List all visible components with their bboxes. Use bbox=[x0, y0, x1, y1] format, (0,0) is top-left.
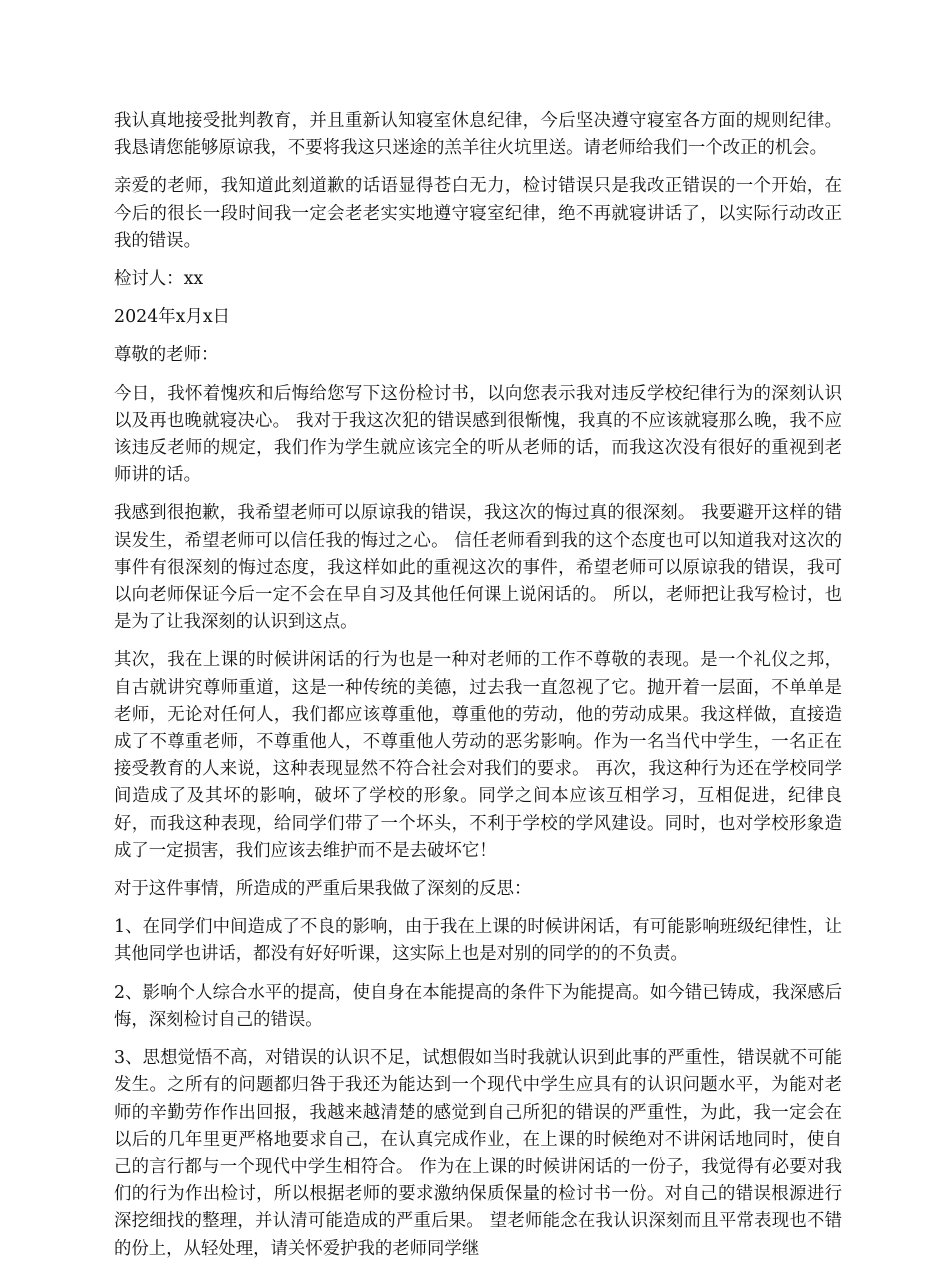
signature-line: 检讨人：xx bbox=[114, 269, 204, 290]
paragraph-apology-promise: 亲爱的老师，我知道此刻道歉的话语显得苍白无力，检讨错误只是我改正错误的一个开始，在今后的很长一段时间我一定会老老实实地遵守寝室纪律，绝不再就寝讲话了，以实际行动改正我的错误。 bbox=[114, 176, 842, 251]
list-item-2: 2、影响个人综合水平的提高，使自身在本能提高的条件下为能提高。如今错已铸成，我深感后悔，深刻检讨自己的错误。 bbox=[114, 982, 842, 1030]
paragraph-respect: 其次，我在上课的时候讲闲话的行为也是一种对老师的工作不尊敬的表现。是一个礼仪之邦，自古就讲究尊师重道，这是一种传统的美德，过去我一直忽视了它。抛开着一层面，不单单是老师，无论对任何人，我们都应该尊重他，尊重他的劳动，他的劳动成果。我这样做，直接造成了不尊重老师，不尊重他人，不尊重他人劳动的恶劣影响。作为一名当代中学生，一名正在接受教育的人来说，这种表现显然不符合社会对我们的要求。 再次，我这种行为还在学校同学间造成了及其坏的影响，破坏了学校的形象。同学之间本应该互相学习，互相促进，纪律良好，而我这种表现，给同学们带了一个坏头，不利于学校的学风建设。同时，也对学校形象造成了一定损害，我们应该去维护而不是去破坏它！ bbox=[114, 650, 842, 861]
paragraph-reflection-intro: 对于这件事情，所造成的严重后果我做了深刻的反思： bbox=[114, 879, 532, 900]
list-item-3: 3、思想觉悟不高，对错误的认识不足，试想假如当时我就认识到此事的严重性，错误就不可能发生。之所有的问题都归咎于我还为能达到一个现代中学生应具有的认识问题水平，为能对老师的辛勤劳作作出回报，我越来越清楚的感觉到自己所犯的错误的严重性，为此，我一定会在以后的几年里更严格地要求自己，在认真完成作业，在上课的时候绝对不讲闲话地同时，使自己的言行都与一个现代中学生相符合。 作为在上课的时候讲闲话的一份子，我觉得有必要对我们的行为作出检讨，所以根据老师的要求激纳保质保量的检讨书一份。对自己的错误根源进行深挖细找的整理，并认清可能造成的严重后果。 望老师能念在我认识深刻而且平常表现也不错的份上，从轻处理，请关怀爱护我的老师同学继 bbox=[114, 1048, 842, 1259]
date-line: 2024年x月x日 bbox=[114, 307, 231, 328]
paragraph-apology-acceptance: 我认真地接受批判教育，并且重新认知寝室休息纪律，今后坚决遵守寝室各方面的规则纪律。我恳请您能够原谅我，不要将我这只迷途的羔羊往火坑里送。请老师给我们一个改正的机会。 bbox=[114, 111, 842, 159]
document-page bbox=[114, 108, 842, 1274]
paragraph-regret: 我感到很抱歉，我希望老师可以原谅我的错误，我这次的悔过真的很深刻。 我要避开这样的错误发生，希望老师可以信任我的悔过之心。 信任老师看到我的这个态度也可以知道我对这次的事件有很深刻的悔过态度，我这样如此的重视这次的事件，希望老师可以原谅我的错误，我可以向老师保证今后一定不会在早自习及其他任何课上说闲话的。 所以，老师把让我写检讨，也是为了让我深刻的认识到这点。 bbox=[114, 503, 842, 633]
paragraph-intro: 今日，我怀着愧疚和后悔给您写下这份检讨书，以向您表示我对违反学校纪律行为的深刻认识以及再也晚就寝决心。 我对于我这次犯的错误感到很惭愧，我真的不应该就寝那么晚，我不应该违反老师的规定，我们作为学生就应该完全的听从老师的话，而我这次没有很好的重视到老师讲的话。 bbox=[114, 383, 842, 486]
salutation: 尊敬的老师： bbox=[114, 345, 219, 366]
list-item-1: 1、在同学们中间造成了不良的影响，由于我在上课的时候讲闲话，有可能影响班级纪律性，让其他同学也讲话，都没有好好听课，这实际上也是对别的同学的的不负责。 bbox=[114, 917, 842, 965]
